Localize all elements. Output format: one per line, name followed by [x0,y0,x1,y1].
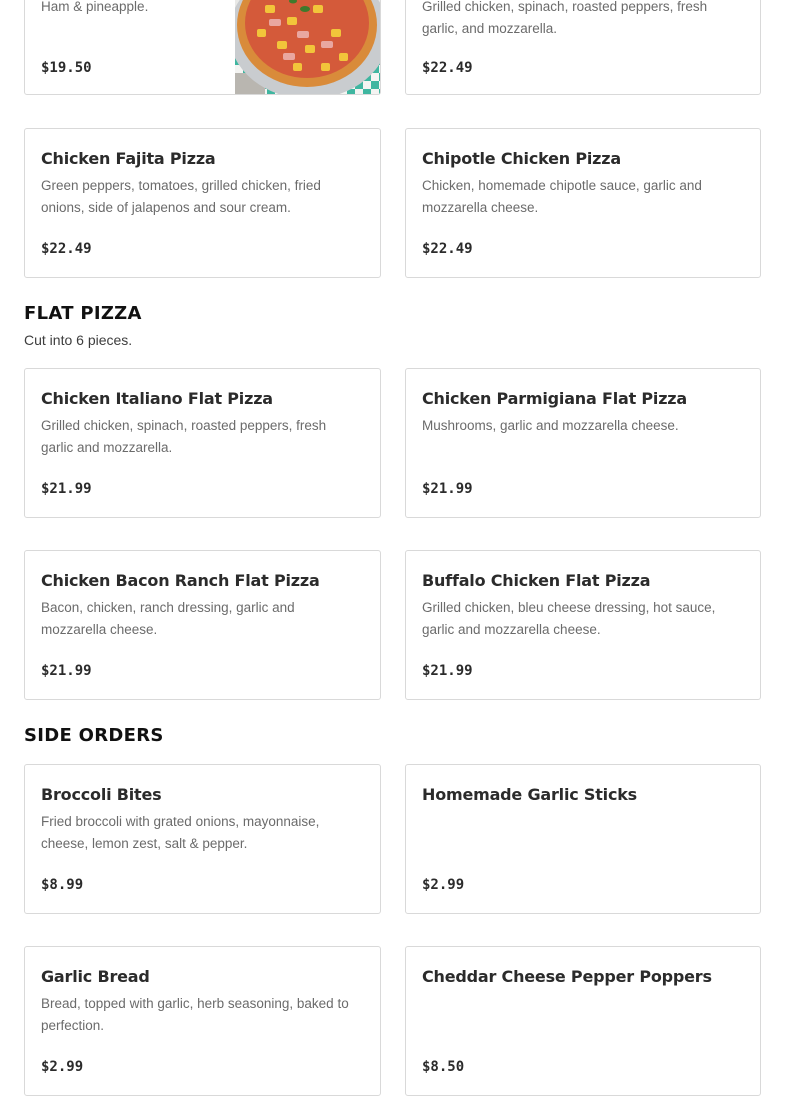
menu-item-card[interactable] [24,368,381,518]
item-name: Chicken Bacon Ranch Flat Pizza [41,571,320,590]
menu-item-card[interactable] [405,764,761,914]
menu-item-card[interactable] [24,946,381,1096]
item-description: Grilled chicken, spinach, roasted peppers, fresh garlic, and mozzarella. [422,0,708,36]
item-name: Garlic Bread [41,967,150,986]
menu-item-card[interactable] [24,764,381,914]
item-description: Chicken, homemade chipotle sauce, garlic and mozzarella cheese. [422,178,702,215]
item-price: $22.49 [41,241,92,257]
item-name: Chicken Italiano Flat Pizza [41,389,273,408]
item-description: Bacon, chicken, ranch dressing, garlic and mozzarella cheese. [41,600,295,637]
item-price: $19.50 [41,60,92,76]
item-name: Chicken Fajita Pizza [41,149,216,168]
item-description: Mushrooms, garlic and mozzarella cheese. [422,418,679,433]
item-price: $22.49 [422,241,473,257]
item-price: $21.99 [422,481,473,497]
item-price: $22.49 [422,60,473,76]
item-name: Homemade Garlic Sticks [422,785,637,804]
item-description: Grilled chicken, bleu cheese dressing, hot sauce, garlic and mozzarella cheese. [422,600,716,637]
pizza-photo [235,0,381,95]
section-title-side-orders: SIDE ORDERS [24,725,164,746]
item-price: $2.99 [41,1059,84,1075]
menu-item-card-hawaiian[interactable] [24,0,381,95]
item-name: Chicken Parmigiana Flat Pizza [422,389,688,408]
item-description: Bread, topped with garlic, herb seasoning, baked to perfection. [41,996,349,1033]
menu-item-card[interactable] [405,550,761,700]
item-price: $21.99 [422,663,473,679]
item-price: $21.99 [41,481,92,497]
item-description: Ham & pineapple. [41,0,149,14]
item-price: $2.99 [422,877,465,893]
item-description: Fried broccoli with grated onions, mayonnaise, cheese, lemon zest, salt & pepper. [41,814,320,851]
menu-item-card[interactable] [405,128,761,278]
item-price: $21.99 [41,663,92,679]
menu-item-card[interactable] [24,128,381,278]
section-title-flat-pizza: FLAT PIZZA [24,303,142,324]
item-name: Broccoli Bites [41,785,162,804]
item-description: Grilled chicken, spinach, roasted peppers, fresh garlic and mozzarella. [41,418,327,455]
item-name: Chipotle Chicken Pizza [422,149,621,168]
item-name: Buffalo Chicken Flat Pizza [422,571,651,590]
item-description: Green peppers, tomatoes, grilled chicken, fried onions, side of jalapenos and sour cream. [41,178,321,215]
item-name: Cheddar Cheese Pepper Poppers [422,967,712,986]
section-subtitle: Cut into 6 pieces. [24,332,133,348]
item-price: $8.99 [41,877,84,893]
menu-item-card[interactable] [405,946,761,1096]
menu-item-card-chicken-italiano[interactable] [405,0,761,95]
menu-item-card[interactable] [405,368,761,518]
menu-item-card[interactable] [24,550,381,700]
item-price: $8.50 [422,1059,465,1075]
